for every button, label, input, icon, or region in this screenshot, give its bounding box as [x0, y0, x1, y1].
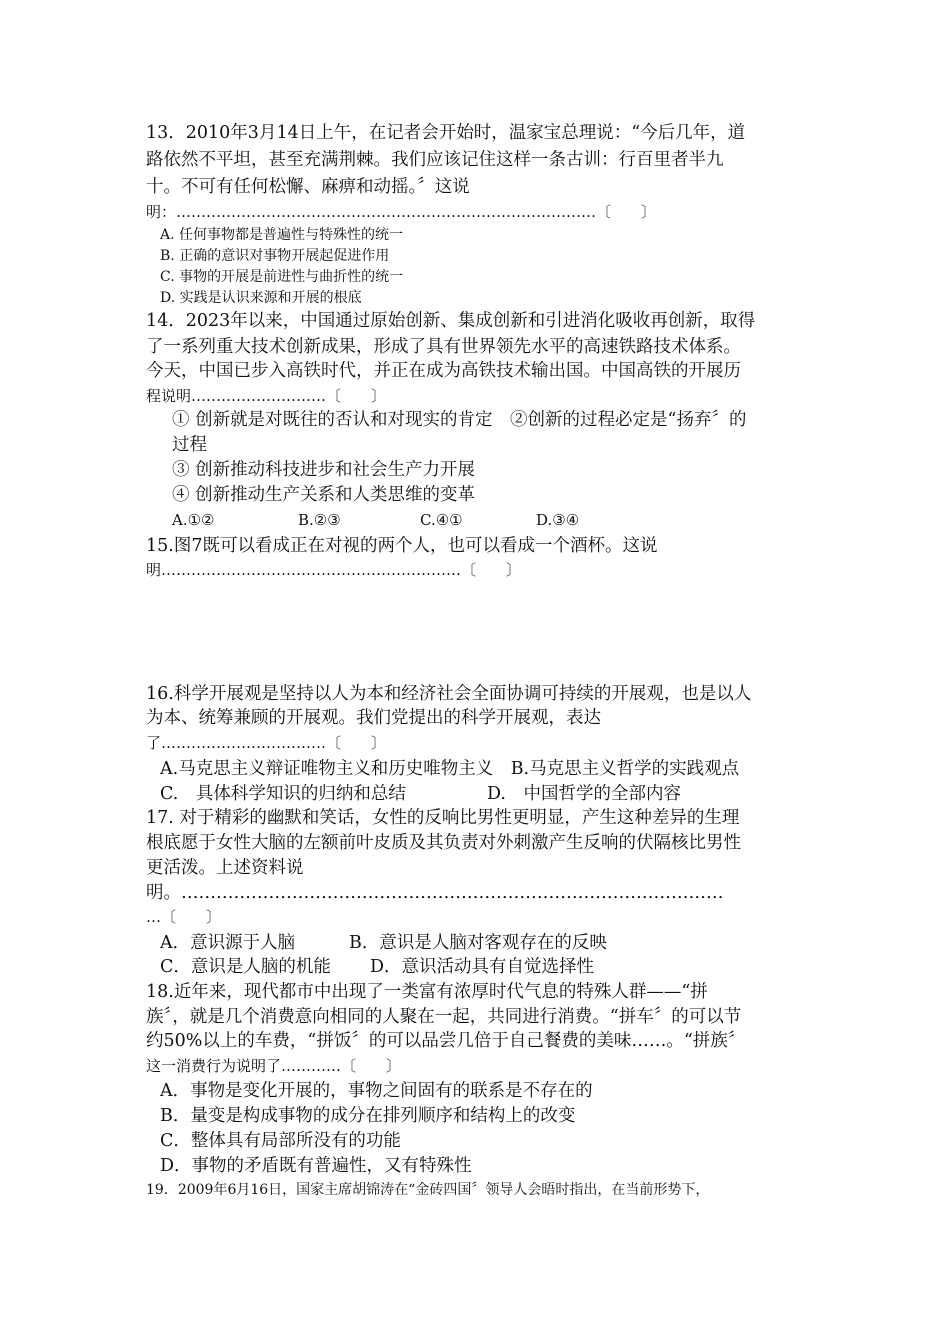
q16-line-2: 为本、统筹兼顾的开展观。我们党提出的科学开展观，表达: [146, 708, 601, 728]
q16-option-c: C. 具体科学知识的归纳和总结: [160, 784, 406, 804]
q17-line-3: 更活泼。上述资料说: [146, 858, 304, 878]
q17-line-5: …〔 〕: [146, 908, 222, 926]
q14-line-4: 程说明………………………〔 〕: [146, 387, 387, 405]
q14-line-3: 今天，中国已步入高铁时代，并正在成为高铁技术输出国。中国高铁的开展历: [146, 361, 741, 381]
q17-option-c: C．意识是人脑的机能: [160, 957, 331, 977]
q14-line-1: 14．2023年以来，中国通过原始创新、集成创新和引进消化吸收再创新，取得: [146, 311, 756, 331]
q14-statement-3: ③ 创新推动科技进步和社会生产力开展: [172, 460, 476, 480]
q17-line-2: 根底愿于女性大脑的左额前叶皮质及其负责对外刺激产生反响的伏隔核比男性: [146, 833, 741, 853]
q13-line-3: 十。不可有任何松懈、麻痹和动摇。〞这说: [146, 177, 470, 197]
q16-line-3: 了……………………………〔 〕: [146, 734, 387, 752]
q14-option-a: A.①②: [172, 511, 215, 529]
q16-option-d: D. 中国哲学的全部内容: [487, 784, 681, 804]
q13-line-2: 路依然不平坦，甚至充满荆棘。我们应该记住这样一条古训：行百里者半九: [146, 150, 724, 170]
q14-option-d: D.③④: [536, 511, 580, 529]
q14-option-b: B.②③: [298, 511, 341, 529]
q13-line-4: 明：…………………………………………………………………………〔 〕: [146, 203, 657, 221]
q14-statement-1: ① 创新就是对既往的否认和对现实的肯定 ②创新的过程必定是“扬弃〞的: [172, 410, 747, 430]
q14-option-c: C.④①: [420, 511, 463, 529]
q18-option-c: C．整体具有局部所没有的功能: [160, 1131, 401, 1151]
q13-option-a: A. 任何事物都是普遍性与特殊性的统一: [160, 227, 404, 243]
q18-line-4: 这一消费行为说明了…………〔 〕: [146, 1057, 402, 1075]
q17-line-1: 17. 对于精彩的幽默和笑话，女性的反响比男性更明显，产生这种差异的生理: [146, 808, 740, 828]
q19-line-1: 19．2009年6月16日，国家主席胡锦涛在“金砖四国〞领导人会晤时指出，在当前形势下，: [146, 1182, 710, 1198]
q18-option-d: D．事物的矛盾既有普遍性，又有特殊性: [160, 1156, 472, 1176]
q17-line-4: 明。…………………………………………………………………………………: [146, 883, 724, 903]
q13-option-c: C. 事物的开展是前进性与曲折性的统一: [160, 269, 404, 285]
q14-statement-1-cont: 过程: [172, 435, 207, 455]
q16-line-1: 16.科学开展观是坚持以人为本和经济社会全面协调可持续的开展观，也是以人: [146, 684, 752, 704]
q18-option-b: B．量变是构成事物的成分在排列顺序和结构上的改变: [160, 1106, 576, 1126]
q13-line-1: 13．2010年3月14日上午，在记者会开始时，温家宝总理说：“今后几年，道: [146, 123, 746, 143]
q17-option-d: D．意识活动具有自觉选择性: [370, 957, 595, 977]
q15-line-1: 15.图7既可以看成正在对视的两个人，也可以看成一个酒杯。这说: [146, 536, 658, 556]
q17-option-b: B．意识是人脑对客观存在的反映: [349, 933, 607, 953]
q14-line-2: 了一系列重大技术创新成果，形成了具有世界领先水平的高速铁路技术体系。: [146, 337, 741, 357]
q15-line-2: 明……………………………………………………〔 〕: [146, 561, 522, 579]
q18-line-2: 族〞，就是几个消费意向相同的人聚在一起，共同进行消费。“拼车〞的可以节: [146, 1007, 742, 1027]
q16-options-ab: A.马克思主义辩证唯物主义和历史唯物主义 B.马克思主义哲学的实践观点: [160, 759, 740, 779]
q13-option-b: B. 正确的意识对事物开展起促进作用: [160, 248, 390, 264]
q13-option-d: D. 实践是认识来源和开展的根底: [160, 290, 362, 306]
q18-line-3: 约50%以上的车费，“拼饭〞的可以品尝几倍于自己餐费的美味……。“拼族〞: [146, 1031, 746, 1051]
q17-option-a: A．意识源于人脑: [160, 933, 296, 953]
q18-line-1: 18.近年来，现代都市中出现了一类富有浓厚时代气息的特殊人群——“拼: [146, 982, 708, 1002]
q18-option-a: A．事物是变化开展的，事物之间固有的联系是不存在的: [160, 1081, 593, 1101]
q14-statement-4: ④ 创新推动生产关系和人类思维的变革: [172, 485, 476, 505]
